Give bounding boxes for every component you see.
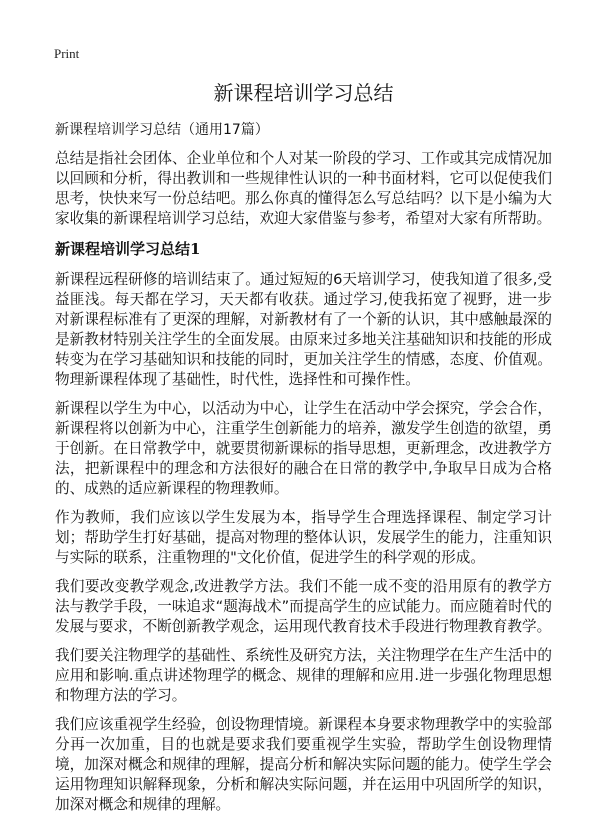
- paragraph: 我们要关注物理学的基础性、系统性及研究方法，关注物理学在生产生活中的应用和影响.重点讲述物理学的概念、规律的理解和应用.进一步强化物理思想和物理方法的学习。: [55, 647, 552, 704]
- paragraph: 作为教师，我们应该以学生发展为本，指导学生合理选择课程、制定学习计划；帮助学生打好基础，提高对物理的整体认识，发展学生的能力，注重知识与实际的联系，注重物理的"文化价值，促进学生的科学观的形成。: [55, 509, 552, 566]
- paragraph: 我们要改变教学观念,改进教学方法。我们不能一成不变的沿用原有的教学方法与教学手段，一味追求“题海战术”而提高学生的应试能力。而应随着时代的发展与要求，不断创新教学观念，运用现代教育技术手段进行物理教育教学。: [55, 578, 552, 635]
- paragraph: 我们应该重视学生经验，创设物理情境。新课程本身要求物理教学中的实验部分再一次加重，目的也就是要求我们要重视学生实验，帮助学生创设物理情境，加深对概念和规律的理解，提高分析和解决实际问题的能力。使学生学会运用物理知识解释现象，分析和解决实际问题，并在运用中巩固所学的知识，加深对概念和规律的理解。: [55, 716, 552, 813]
- paragraph: 新课程远程研修的培训结束了。通过短短的6天培训学习，使我知道了很多,受益匪浅。每天都在学习，天天都有收获。通过学习,使我拓宽了视野，进一步对新课程标准有了更深的理解，对新教材有了一个新的认识，其中感触最深的是新教材特别关注学生的全面发展。由原来过多地关注基础知识和技能的形成转变为在学习基础知识和技能的同时，更加关注学生的情感，态度、价值观。物理新课程体现了基础性，时代性，选择性和可操作性。: [55, 271, 552, 388]
- document-body: [55, 78, 552, 824]
- intro-paragraph: 总结是指社会团体、企业单位和个人对某一阶段的学习、工作或其完成情况加以回顾和分析，得出教训和一些规律性认识的一种书面材料，它可以促使我们思考，快快来写一份总结吧。那么你真的懂得怎么写总结吗？以下是小编为大家收集的新课程培训学习总结，欢迎大家借鉴与参考，希望对大家有所帮助。: [55, 150, 552, 227]
- page-title: 新课程培训学习总结: [213, 81, 394, 105]
- section-heading: 新课程培训学习总结1: [55, 240, 201, 258]
- document-subtitle: 新课程培训学习总结（通用17篇）: [55, 122, 269, 138]
- paragraph: 新课程以学生为中心，以活动为中心，让学生在活动中学会探究，学会合作，新课程将以创新为中心，注重学生创新能力的培养，激发学生创造的欲望，勇于创新。在日常教学中，就要贯彻新课标的指导思想，更新理念，改进教学方法，把新课程中的理念和方法很好的融合在日常的教学中,争取早日成为合格的、成熟的适应新课程的物理教师。: [55, 400, 552, 497]
- print-link[interactable]: Print: [54, 46, 80, 61]
